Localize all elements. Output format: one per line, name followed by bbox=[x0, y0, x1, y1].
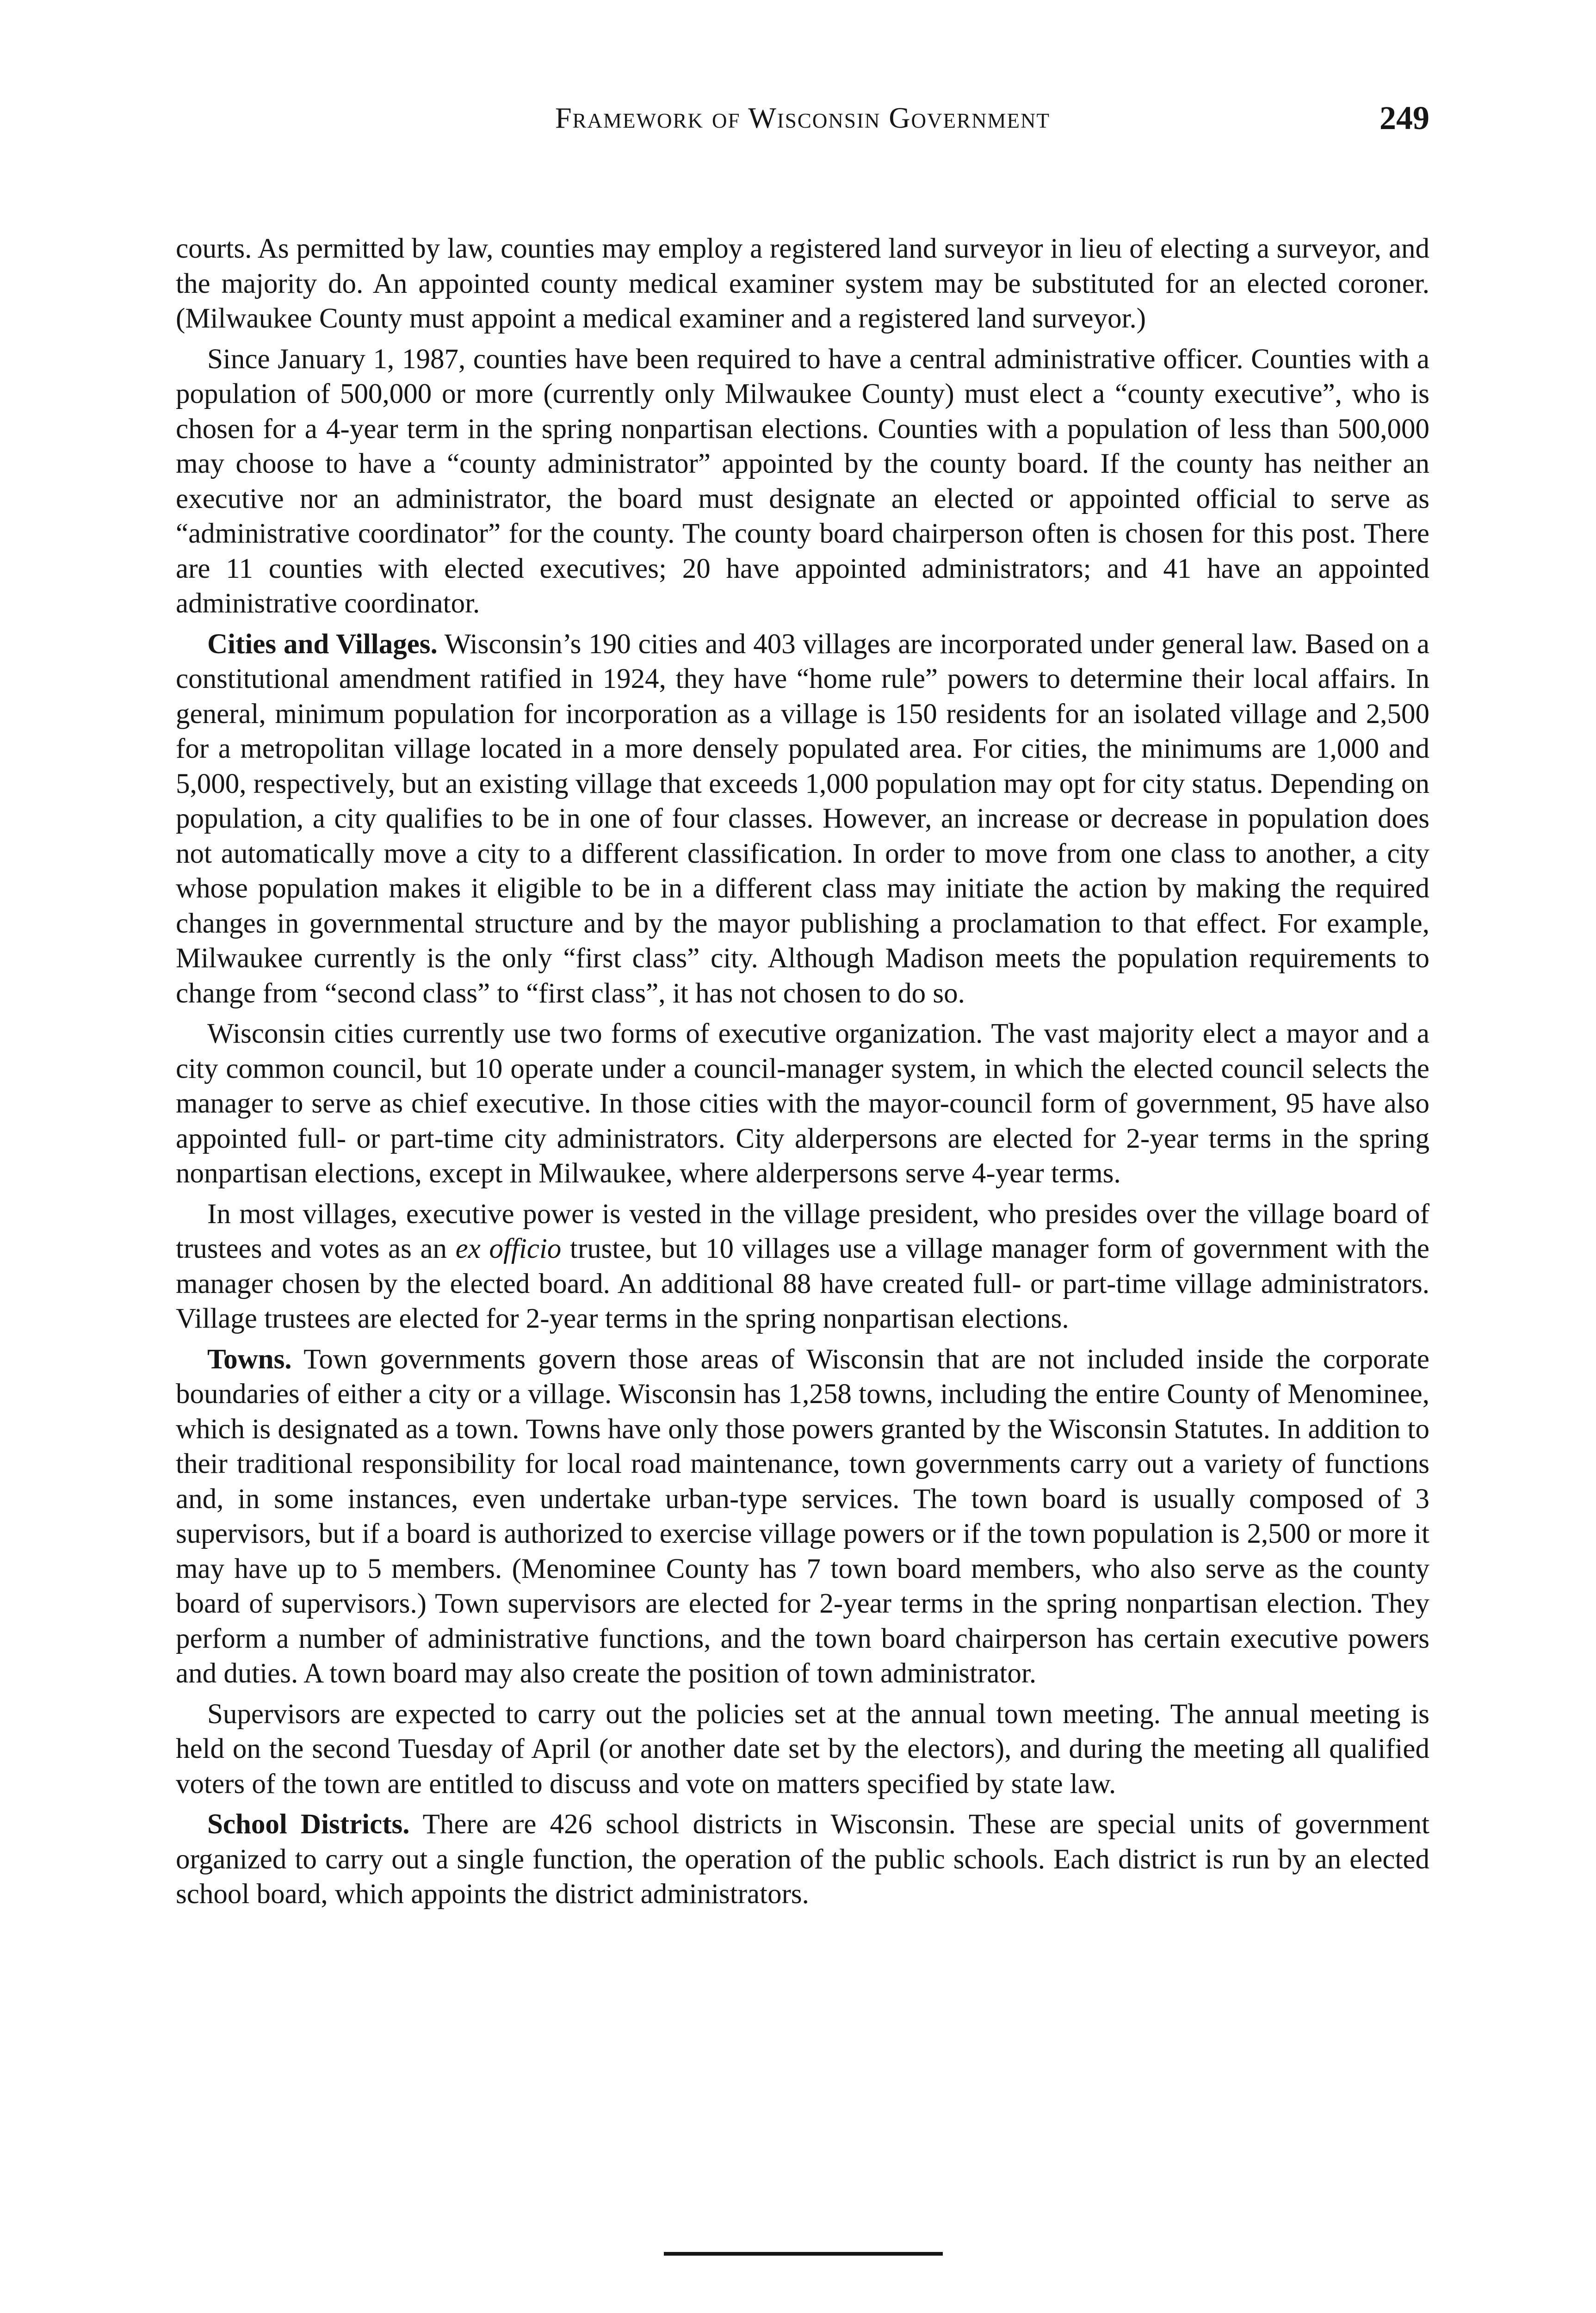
paragraph-text: Wisconsin’s 190 cities and 403 villages are incorporated under general law. Based on a constitutional amendment ratified in 1924, they have “home rule” powers to determine their local affairs. In general, minimum population for incorporation as a village is 150 residents for an isolated village and 2,500 for a metropolitan village located in a more densely populated area. For cities, the minimums are 1,000 and 5,000, respectively, but an existing village that exceeds 1,000 population may opt for city status. Depending on population, a city qualifies to be in one of four classes. However, an increase or decrease in population does not automatically move a city to a different classification. In order to move from one class to another, a city whose population makes it eligible to be in a different class may initiate the action by making the required changes in governmental structure and by the mayor publishing a proclamation to that effect. For example, Milwaukee currently is the only “first class” city. Although Madison meets the population requirements to change from “second class” to “first class”, it has not chosen to do so. bbox=[176, 628, 1429, 1009]
paragraph-city-executive-organization bbox=[176, 1016, 1429, 1191]
paragraph-village-executive-power bbox=[176, 1197, 1429, 1336]
running-title: Framework of Wisconsin Government bbox=[555, 101, 1051, 134]
paragraph-text: In most villages, executive power is vested in the village president, who presides over the village board of trustees and votes as an bbox=[176, 1198, 1429, 1264]
body-text bbox=[176, 231, 1429, 1917]
paragraph-text: There are 426 school districts in Wisconsin. These are special units of government organized to carry out a single function, the operation of the public schools. Each district is run by an elected school board, which appoints the district administrators. bbox=[176, 1809, 1430, 1910]
paragraph-county-officers-continued bbox=[176, 231, 1429, 336]
paragraph-annual-town-meeting bbox=[176, 1697, 1429, 1802]
section-heading-school-districts: School Districts. bbox=[207, 1809, 410, 1840]
paragraph-text: Supervisors are expected to carry out the policies set at the annual town meeting. The annual meeting is held on the second Tuesday of April (or another date set by the electors), and during the meeting all qualified voters of the town are entitled to discuss and vote on matters specified by state law. bbox=[176, 1698, 1429, 1800]
paragraph-text: courts. As permitted by law, counties may employ a registered land surveyor in lieu of electing a surveyor, and the majority do. An appointed county medical examiner system may be substituted for an elected coroner. (Milwaukee County must appoint a medical examiner and a registered land surveyor.) bbox=[176, 233, 1429, 334]
paragraph-county-administrative-officer bbox=[176, 342, 1429, 621]
paragraph-towns bbox=[176, 1342, 1429, 1691]
paragraph-text: Town governments govern those areas of Wisconsin that are not included inside the corporate boundaries of either a city or a village. Wisconsin has 1,258 towns, including the entire County of Menominee, which is designated as a town. Towns have only those powers granted by the Wisconsin Statutes. In addition to their traditional responsibility for local road maintenance, town governments carry out a variety of functions and, in some instances, even undertake urban-type services. The town board is usually composed of 3 supervisors, but if a board is authorized to exercise village powers or if the town population is 2,500 or more it may have up to 5 members. (Menominee County has 7 town board members, who also serve as the county board of supervisors.) Town supervisors are elected for 2-year terms in the spring nonpartisan election. They perform a number of administrative functions, and the town board chairperson has certain executive powers and duties. A town board may also create the position of town administrator. bbox=[176, 1343, 1429, 1689]
section-heading-towns: Towns. bbox=[207, 1343, 292, 1375]
emphasis-ex-officio: ex officio bbox=[455, 1233, 562, 1264]
paragraph-text: Since January 1, 1987, counties have been required to have a central administrative officer. Counties with a population of 500,000 or more (currently only Milwaukee County) must elect a “county executive”, who is chosen for a 4-year term in the spring nonpartisan elections. Counties with a population of less than 500,000 may choose to have a “county administrator” appointed by the county board. If the county has neither an executive nor an administrator, the board must designate an elected or appointed official to serve as “administrative coordinator” for the county. The county board chairperson often is chosen for this post. There are 11 counties with elected executives; 20 have appointed administrators; and 41 have an appointed administrative coordinator. bbox=[176, 343, 1429, 619]
paragraph-text: Wisconsin cities currently use two forms of executive organization. The vast majority elect a mayor and a city common council, but 10 operate under a council-manager system, in which the elected council selects the manager to serve as chief executive. In those cities with the mayor-council form of government, 95 have also appointed full- or part-time city administrators. City alderpersons are elected for 2-year terms in the spring nonpartisan elections, except in Milwaukee, where alderpersons serve 4-year terms. bbox=[176, 1018, 1429, 1189]
paragraph-text-after: trustee, but 10 villages use a village manager form of government with the manager chosen by the elected board. An additional 88 have created full- or part-time village administrators. Village trustees are elected for 2-year terms in the spring nonpartisan elections. bbox=[176, 1233, 1430, 1334]
paragraph-school-districts bbox=[176, 1807, 1429, 1912]
section-heading-cities-and-villages: Cities and Villages. bbox=[207, 628, 438, 660]
page-header bbox=[176, 95, 1429, 146]
paragraph-cities-and-villages bbox=[176, 627, 1429, 1011]
section-end-rule bbox=[664, 2252, 943, 2256]
page-number: 249 bbox=[1379, 99, 1429, 136]
